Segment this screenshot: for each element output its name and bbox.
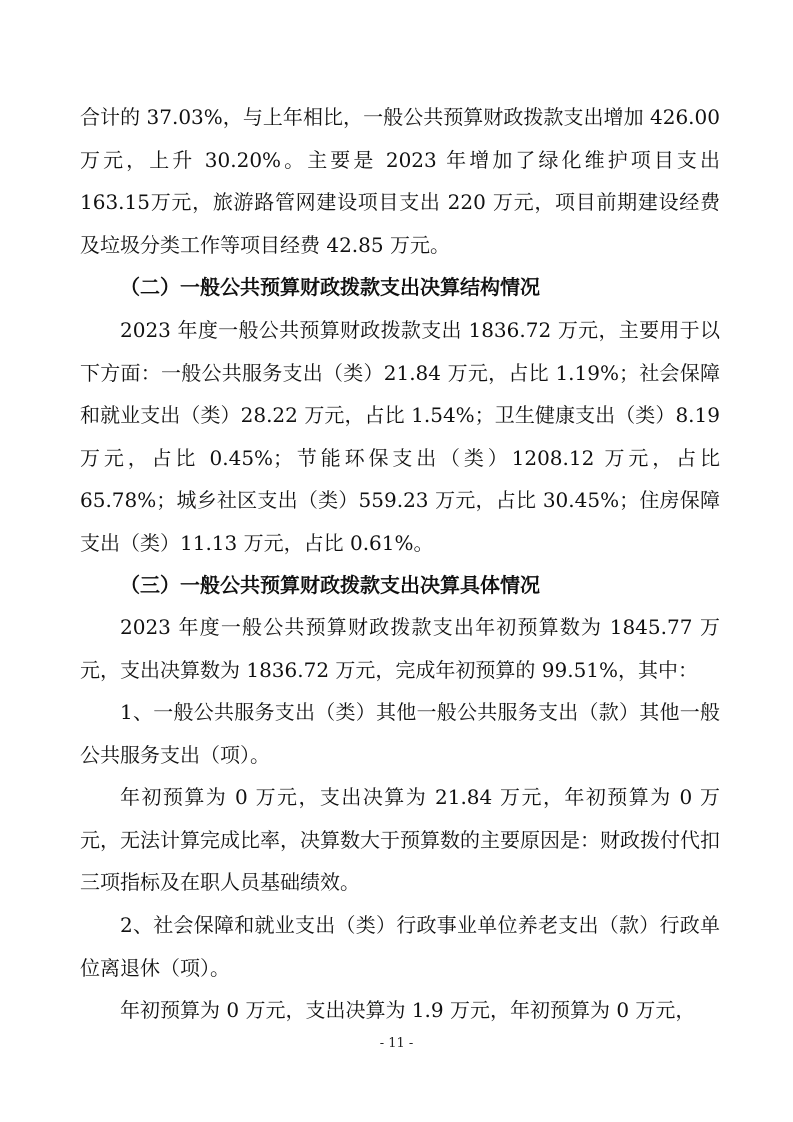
paragraph-details-summary: 2023 年度一般公共预算财政拨款支出年初预算数为 1845.77 万元，支出决算数为 1836.72 万元，完成年初预算的 99.51%，其中： [80,615,720,682]
paragraph-item-1-detail: 年初预算为 0 万元，支出决算为 21.84 万元，年初预算为 0 万元，无法计算完成比率，决算数大于预算数的主要原因是：财政拨付代扣三项指标及在职人员基础绩效。 [80,785,720,894]
paragraph-budget-increase: 合计的 37.03%，与上年相比，一般公共预算财政拨款支出增加 426.00万元，上升 30.20%。主要是 2023 年增加了绿化维护项目支出 163.15万元，旅游路管网建设项目支出 220 万元，项目前期建设经费及垃圾分类工作等项目经费 42.85 万元。 [80,105,720,257]
paragraph-item-2-title: 2、社会保障和就业支出（类）行政事业单位养老支出（款）行政单位离退休（项）。 [80,913,720,980]
section-heading-details: （三）一般公共预算财政拨款支出决算具体情况 [120,573,540,597]
page-number: - 11 - [379,1036,414,1051]
paragraph-structure: 2023 年度一般公共预算财政拨款支出 1836.72 万元，主要用于以下方面：一般公共服务支出（类）21.84 万元，占比 1.19%；社会保障和就业支出（类）28.22 万元，占比 1.54%；卫生健康支出（类）8.19万元，占比 0.45%；节能环保支出（类）1208.12 万元，占比 65.78%；城乡社区支出（类）559.23 万元，占比 30.45%；住房保障支出（类）11.13 万元，占比 0.61%。 [80,318,720,555]
paragraph-item-1-title: 1、一般公共服务支出（类）其他一般公共服务支出（款）其他一般公共服务支出（项）。 [80,700,720,767]
paragraph-item-2-detail: 年初预算为 0 万元，支出决算为 1.9 万元，年初预算为 0 万元， [120,998,696,1022]
section-heading-structure: （二）一般公共预算财政拨款支出决算结构情况 [120,275,540,299]
